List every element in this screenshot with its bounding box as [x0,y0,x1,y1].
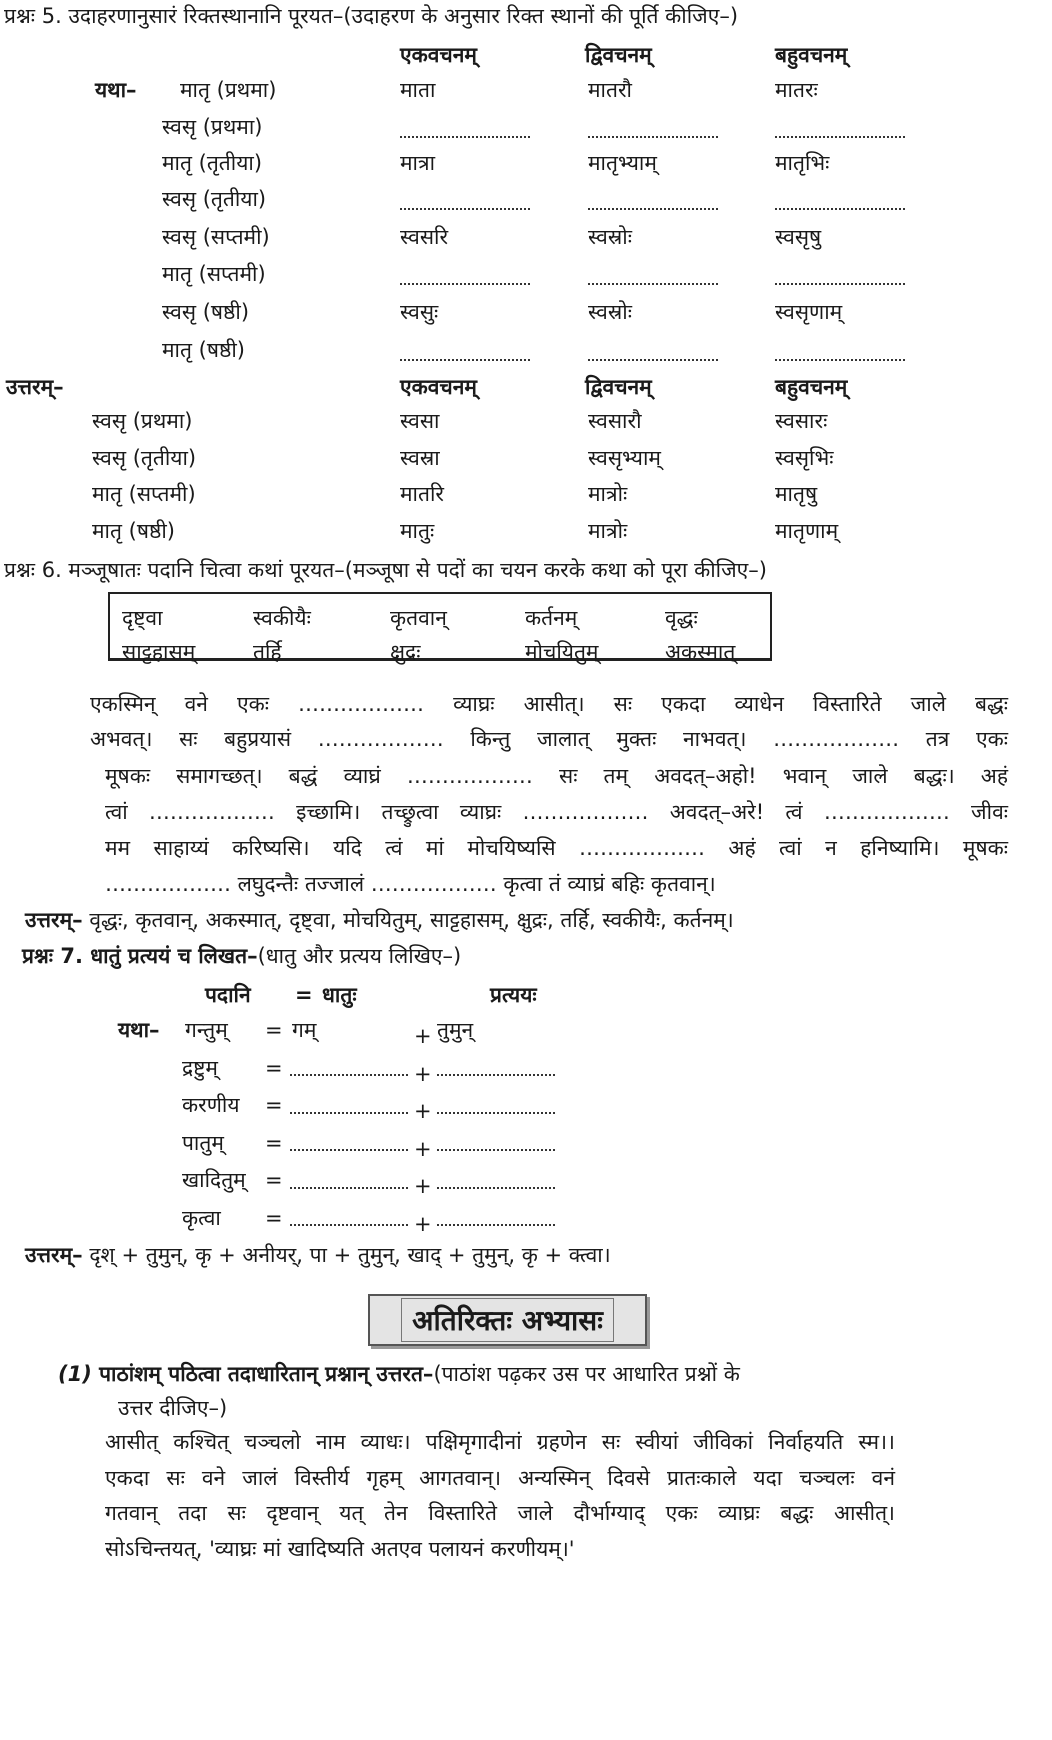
row-word: मातृ (तृतीया) [162,151,263,175]
plus-sign: + [414,1174,432,1198]
header-words: पदानि [205,983,251,1007]
equals-sign: = [265,1205,283,1230]
box-word: वृद्धः [665,606,698,630]
cell-value: स्वसरि [400,225,449,249]
question-7-title [22,946,461,967]
header-plural: बहुवचनम् [775,375,848,399]
item-number: (1) [58,1362,92,1386]
row-word: स्वसृ (सप्तमी) [162,225,270,249]
blank-dots [290,1214,408,1235]
root-value: गम् [292,1018,317,1042]
box-word: साट्टहासम् [122,640,196,664]
story-line: त्वां ……………… इच्छामि। तच्छ्रुत्वा व्याघ्रः ……………… अवदत्–अरे! त्वं ……………… जीवः [105,800,1008,824]
box-word: क्षुद्रः [390,640,421,664]
question-6-title: प्रश्नः 6. मञ्जूषातः पदानि चित्वा कथां पूरयत–(मञ्जूषा से पदों का चयन करके कथा को पूरा कीजिए–) [4,558,767,582]
blank-dots [290,1101,408,1122]
answer-text: दृश् + तुमुन्, कृ + अनीयर्, पा + तुमुन्, खाद् + तुमुन्, कृ + क्त्वा। [89,1243,611,1267]
header-dual: द्विवचनम् [585,43,652,67]
cell-value: स्वस्रा [400,446,440,470]
box-word: दृष्ट्वा [122,606,163,630]
blank-dots [437,1101,555,1122]
cell-value: मातरौ [588,78,632,102]
box-word: कर्तनम् [525,606,578,630]
cell-value: मात्रा [400,151,436,175]
plus-sign: + [414,1061,432,1086]
blank-dots [775,348,905,369]
row-word: स्वसृ (तृतीया) [92,446,197,470]
passage-line: सोऽचिन्तयत्, 'व्याघ्रः मां खादिष्यति अतएव पलायनं करणीयम्।' [105,1536,575,1561]
cell-value: स्वसा [400,409,440,433]
row-word: करणीय [182,1093,240,1117]
blank-dots [437,1214,555,1235]
row-word: स्वसृ (प्रथमा) [92,409,193,433]
blank-dots [588,125,718,146]
cell-value: स्वसृभ्याम् [588,446,661,470]
story-line: एकस्मिन् वने एकः ……………… व्याघ्रः आसीत्। सः एकदा व्याधेन विस्तारिते जाले बद्धः [90,692,1008,716]
row-word: स्वसृ (तृतीया) [162,187,267,211]
header-plural: बहुवचनम् [775,43,848,67]
plus-sign: + [414,1099,432,1123]
question-7-hint: (धातु और प्रत्यय लिखिए–) [257,944,462,968]
blank-dots [400,197,530,218]
cell-value: स्वसारौ [588,409,642,433]
blank-dots [775,197,905,218]
row-word: कृत्वा [182,1205,221,1230]
box-word: अकस्मात् [665,640,736,664]
cell-value: स्वसुः [400,300,439,324]
cell-value: माता [400,78,436,102]
row-word: गन्तुम् [185,1018,228,1042]
header-dual: द्विवचनम् [585,375,652,399]
row-word: पातुम् [182,1130,224,1155]
row-word: मातृ (प्रथमा) [180,78,277,102]
answer-label: उत्तरम्– [6,375,64,399]
cell-value: स्वसृषु [775,225,822,249]
cell-value: मातृभिः [775,151,830,175]
blank-dots [588,272,718,293]
equals-sign: = [265,1055,283,1080]
box-word: कृतवान् [390,606,447,630]
passage-line: गतवान् तदा सः दृष्टवान् यत् तेन विस्तारिते जाले दौर्भाग्याद् एकः व्याघ्रः बद्धः आसीत्। [105,1501,895,1525]
blank-dots [437,1176,555,1197]
answer-text: वृद्धः, कृतवान्, अकस्मात्, दृष्ट्वा, मोचयितुम्, साट्टहासम्, क्षुद्रः, तर्हि, स्वकीयैः, कर्तनम्। [89,908,734,932]
header-eq: = [295,983,313,1007]
header-root: धातुः [322,983,357,1007]
story-line: मम साहाय्यं करिष्यसि। यदि त्वं मां मोचयिष्यसि ……………… अहं त्वां न हनिष्यामि। मूषकः [105,836,1008,860]
blank-dots [775,125,905,146]
cell-value: मात्रोः [588,519,628,543]
equals-sign: = [265,1093,283,1117]
box-word: स्वकीयैः [253,606,311,630]
row-word: मातृ (सप्तमी) [162,262,266,286]
plus-sign: + [414,1024,432,1048]
row-word: मातृ (सप्तमी) [92,482,196,506]
cell-value: मातुः [400,519,435,543]
cell-value: मातृषु [775,482,818,506]
cell-value: स्वसृभिः [775,446,834,470]
row-word: मातृ (षष्ठी) [92,519,175,543]
suffix-value: तुमुन् [437,1018,474,1042]
row-word: खादितुम् [182,1168,246,1192]
equals-sign: = [265,1018,283,1042]
cell-value: मातृणाम् [775,519,839,543]
cell-value: स्वस्रोः [588,225,632,249]
header-singular: एकवचनम् [400,375,477,399]
cell-value: स्वसारः [775,409,828,433]
item-hint-cont: उत्तर दीजिए–) [118,1396,228,1420]
cell-value: मातृभ्याम् [588,151,657,175]
blank-dots [400,272,530,293]
answer-label: उत्तरम्– [25,908,83,932]
blank-dots [588,197,718,218]
row-word: स्वसृ (प्रथमा) [162,115,263,139]
blank-dots [588,348,718,369]
passage-line: एकदा सः वने जालं विस्तीर्य गृहम् आगतवान्। अन्यस्मिन् दिवसे प्रातःकाले यदा चञ्चलः वनं [105,1465,895,1490]
exercise-1-title [58,1364,740,1385]
plus-sign: + [414,1211,432,1236]
q7-answer [25,1245,611,1266]
equals-sign: = [265,1168,283,1192]
cell-value: मातरः [775,78,818,102]
blank-dots [400,348,530,369]
story-line: अभवत्। सः बहुप्रयासं ……………… किन्तु जालात् मुक्तः नाभवत्। ……………… तत्र एकः [90,727,1008,751]
row-word: द्रष्टुम् [182,1055,218,1080]
section-heading [368,1294,647,1346]
question-7-label: प्रश्नः 7. धातुं प्रत्ययं च लिखत– [22,944,258,968]
q6-answer [25,910,734,931]
cell-value: स्वस्रोः [588,300,632,324]
cell-value: स्वसृणाम् [775,300,843,324]
blank-dots [437,1064,555,1085]
header-suffix: प्रत्ययः [490,983,537,1007]
example-label: यथा– [95,78,137,102]
cell-value: मातरि [400,482,444,506]
story-line: ……………… लघुदन्तैः तज्जालं ……………… कृत्वा तं व्याघ्रं बहिः कृतवान्। [105,872,716,896]
blank-dots [437,1139,555,1160]
blank-dots [290,1139,408,1160]
example-label: यथा– [118,1018,160,1042]
blank-dots [400,125,530,146]
equals-sign: = [265,1130,283,1155]
blank-dots [290,1176,408,1197]
cell-value: मात्रोः [588,482,628,506]
story-line: मूषकः समागच्छत्। बद्धं व्याघ्रं ……………… सः तम् अवदत्–अहो! भवान् जाले बद्धः। अहं [105,764,1008,788]
box-word: मोचयितुम् [525,640,599,664]
blank-dots [775,272,905,293]
box-word: तर्हि [253,640,282,664]
header-singular: एकवचनम् [400,43,477,67]
plus-sign: + [414,1136,432,1161]
passage-line: आसीत् कश्चित् चञ्चलो नाम व्याधः। पक्षिमृगादीनां ग्रहणेन सः स्वीयां जीविकां निर्वाहयति स्म।। [105,1430,895,1454]
item-title: पाठांशम् पठित्वा तदाधारितान् प्रश्नान् उत्तरत– [99,1362,434,1386]
row-word: मातृ (षष्ठी) [162,338,245,362]
item-hint: (पाठांश पढ़कर उस पर आधारित प्रश्नों के [433,1362,740,1386]
answer-label: उत्तरम्– [25,1243,83,1267]
blank-dots [290,1064,408,1085]
section-heading-text: अतिरिक्तः अभ्यासः [401,1298,614,1342]
row-word: स्वसृ (षष्ठी) [162,300,250,324]
question-5-title: प्रश्नः 5. उदाहरणानुसारं रिक्तस्थानानि पूरयत–(उदाहरण के अनुसार रिक्त स्थानों की पूर्ति कीजिए–) [4,4,739,28]
